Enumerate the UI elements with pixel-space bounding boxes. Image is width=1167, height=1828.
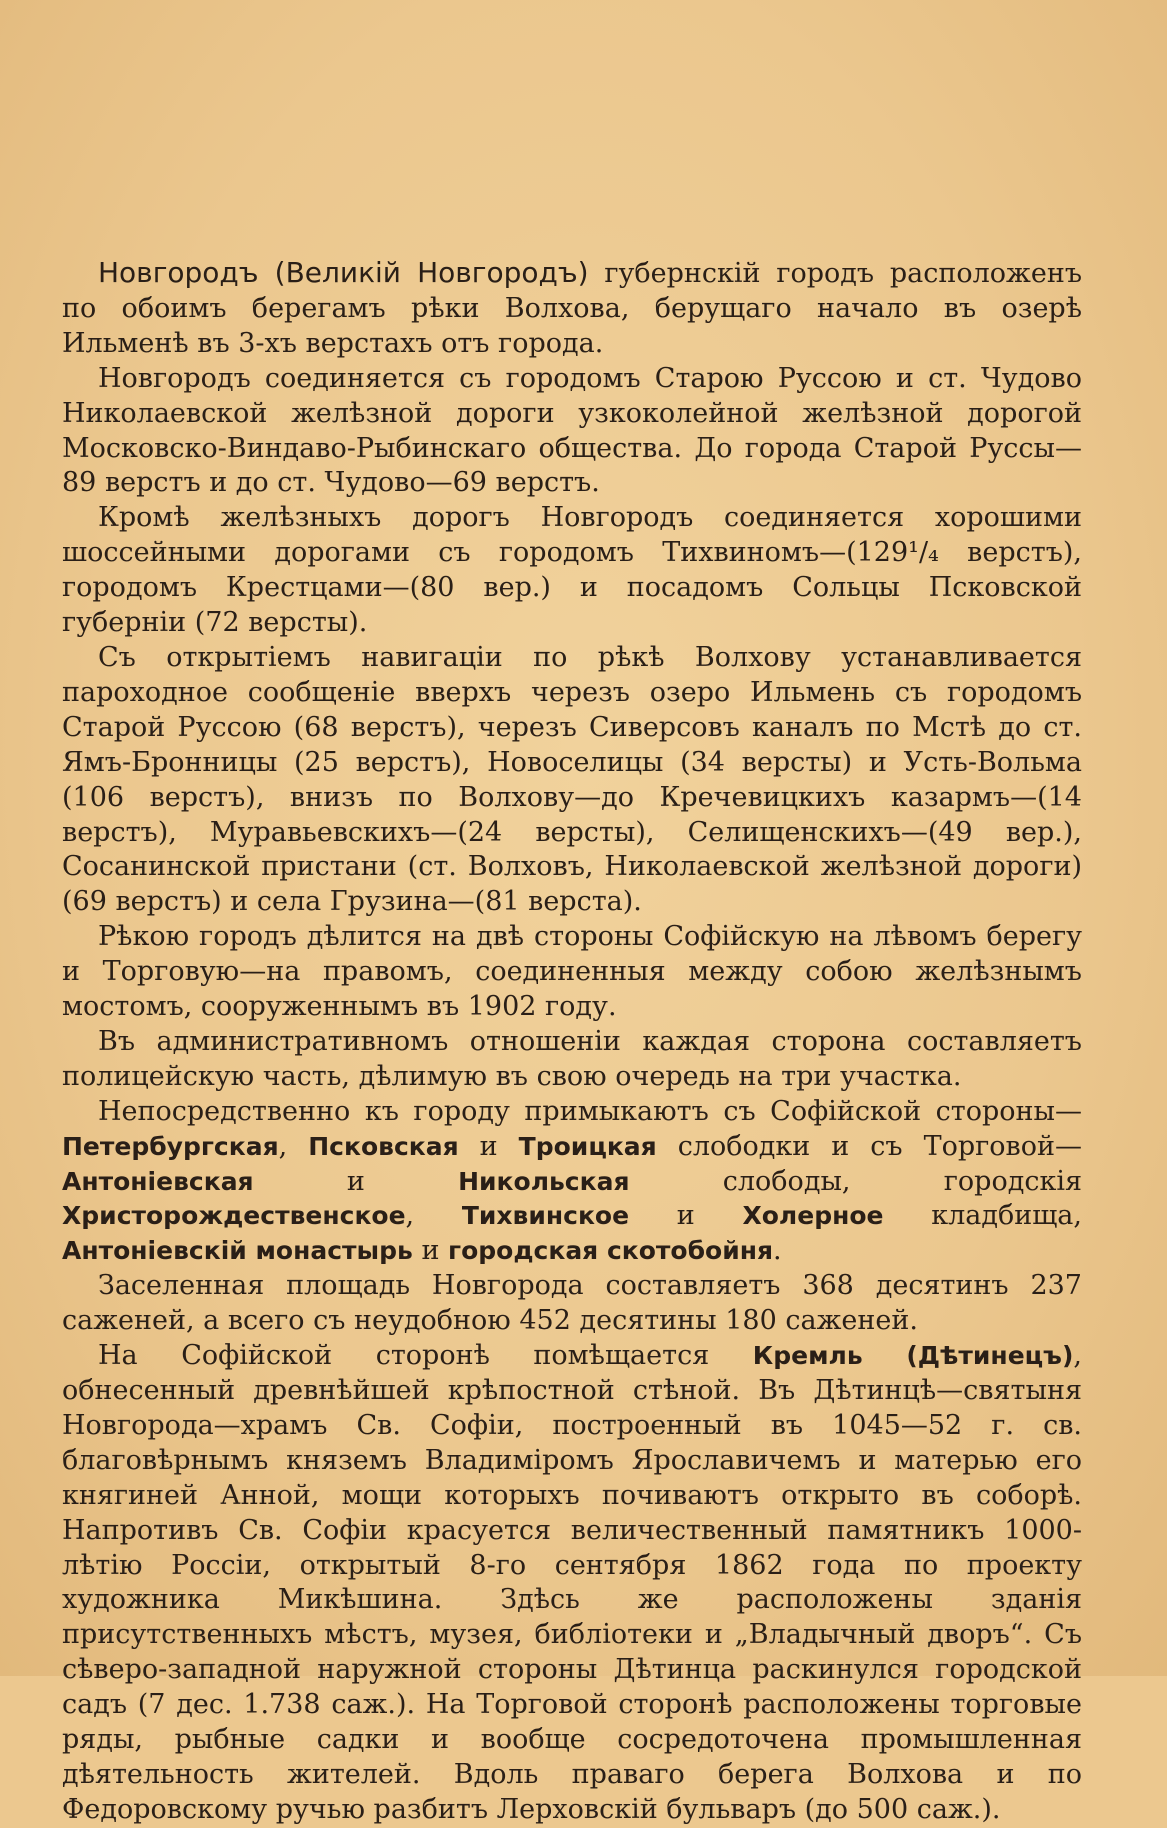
text-run: , [278,1130,309,1162]
bold-term: городская скотобойня [448,1236,774,1266]
text-run: . [773,1235,782,1267]
text-run: и [629,1200,743,1232]
bold-term: Псковская [308,1131,459,1161]
text-run: , [405,1200,462,1232]
text-run: и [253,1165,459,1197]
text-run: На Софійской сторонѣ помѣщается [98,1340,753,1372]
text-run: и [458,1130,519,1162]
text-run: Рѣкою городъ дѣлится на двѣ стороны Софійскую на лѣвомъ берегу и Торговую—на правомъ, соединенныя между собою желѣзнымъ мостомъ, сооруженнымъ въ 1902 году. [62,921,1082,1023]
bold-term: Петербургская [62,1131,279,1161]
text-run: слободы, городскія [629,1165,1082,1197]
document-body [62,256,1082,1828]
paragraph-navigation [62,641,1082,920]
paragraph-sides [62,920,1082,1025]
text-run: Непосредственно къ городу примыкаютъ съ Софійской стороны— [98,1095,1082,1127]
text-run: Заселенная площадь Новгорода составляетъ 368 десятинъ 237 саженей, а всего съ неудобною 452 десятины 180 саженей. [62,1270,1082,1337]
text-run: губернскій городъ расположенъ по обоимъ берегамъ рѣки Волхова, берущаго начало въ озерѣ Ильменѣ въ 3-хъ верстахъ отъ города. [62,258,1082,359]
paragraph-suburbs [62,1095,1082,1270]
paragraph-kremlin [62,1339,1082,1828]
bold-term: Кремль (Дѣтинецъ) [752,1341,1074,1371]
text-run: Кромѣ желѣзныхъ дорогъ Новгородъ соединяется хорошими шоссейными дорогами съ городомъ Тихвиномъ—(129¹/₄ верстъ), городомъ Крестцами—(80 вер.) и посадомъ Сольцы Псковской губерніи (72 версты). [62,502,1082,639]
bold-term: Никольская [458,1166,630,1196]
bold-term: Тихвинское [461,1201,630,1231]
paragraph-railway [62,362,1082,502]
paragraph-area [62,1269,1082,1339]
paragraph-intro [62,256,1082,362]
bold-term: Христорождественское [62,1201,406,1231]
text-run: и [412,1235,449,1267]
paragraph-roads [62,501,1082,641]
heading-novgorod: Новгородъ (Великій Новгородъ) [98,256,589,289]
bold-term: Антоніевская [62,1166,254,1196]
bold-term: Троицкая [518,1131,657,1161]
text-run: слободки и съ Торговой— [656,1130,1082,1162]
bold-term: Антоніевскій монастырь [62,1236,413,1266]
text-run: , обнесенный древнѣйшей крѣпостной стѣной. Въ Дѣтинцѣ—святыня Новгорода—храмъ Св. Софіи, построенный въ 1045—52 г. св. благовѣрнымъ княземъ Владиміромъ Ярославичемъ и матерью его княгиней Анной, мощи которыхъ почиваютъ открыто въ соборѣ. Напротивъ Св. Софіи красуется величественный памятникъ 1000-лѣтію Россіи, открытый 8-го сентября 1862 года по проекту художника Микѣшина. Здѣсь же расположены зданія присутственныхъ мѣстъ, музея, библіотеки и „Владычный дворъ“. Съ сѣверо-западной наружной стороны Дѣтинца раскинулся городской садъ (7 дес. 1.738 саж.). На Торговой сторонѣ расположены торговые ряды, рыбные садки и вообще сосредоточена промышленная дѣятельность жителей. Вдоль праваго берега Волхова и по Федоровскому ручью разбитъ Лерховскій бульваръ (до 500 саж.). [62,1340,1082,1825]
text-run: Въ административномъ отношеніи каждая сторона составляетъ полицейскую часть, дѣлимую въ свою очередь на три участка. [62,1025,1082,1092]
text-run: кладбища, [883,1200,1082,1232]
text-run: Съ открытіемъ навигаціи по рѣкѣ Волхову устанавливается пароходное сообщеніе вверхъ черезъ озеро Ильмень съ городомъ Старой Руссою (68 верстъ), черезъ Сиверсовъ каналъ по Мстѣ до ст. Ямъ-Бронницы (25 верстъ), Новоселицы (34 версты) и Усть-Вольма (106 верстъ), внизъ по Волхову—до Кречевицкихъ казармъ—(14 верстъ), Муравьевскихъ—(24 версты), Селищенскихъ—(49 вер.), Сосанинской пристани (ст. Волховъ, Николаевской желѣзной дороги) (69 верстъ) и села Грузина—(81 верста). [62,641,1082,918]
bold-term: Холерное [742,1201,884,1231]
paragraph-administration [62,1025,1082,1095]
text-run: Новгородъ соединяется съ городомъ Старою Руссою и ст. Чудово Николаевской желѣзной дороги узкоколейной желѣзной дорогой Московско-Виндаво-Рыбинскаго общества. До города Старой Руссы—89 верстъ и до ст. Чудово—69 верстъ. [62,362,1082,499]
